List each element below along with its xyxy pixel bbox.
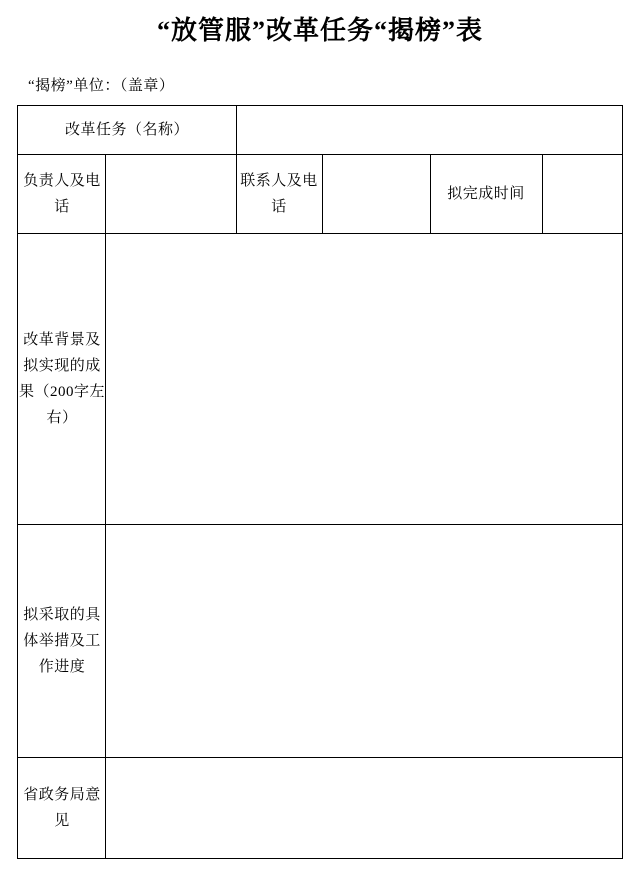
label-contact-phone: 联系人及电话 <box>236 155 322 234</box>
table-row-owner <box>18 155 622 234</box>
table-row-measures <box>18 525 622 758</box>
page-title: “放管服”改革任务“揭榜”表 <box>156 16 483 45</box>
label-background-and-results: 改革背景及拟实现的成果（200字左右） <box>18 234 106 525</box>
reform-task-form-table <box>17 105 622 859</box>
input-owner-phone[interactable] <box>106 155 236 234</box>
label-measures-and-progress: 拟采取的具体举措及工作进度 <box>18 525 106 758</box>
unit-line: “揭榜”单位：（盖章） <box>28 78 175 94</box>
table-row-task-name <box>18 106 622 155</box>
label-owner-phone: 负责人及电话 <box>18 155 106 234</box>
label-task-name: 改革任务（名称） <box>18 106 236 155</box>
table-row-bureau-opinion <box>18 758 622 859</box>
input-bureau-opinion[interactable] <box>106 758 622 859</box>
table-row-background <box>18 234 622 525</box>
document-page <box>0 14 640 870</box>
label-bureau-opinion: 省政务局意见 <box>18 758 106 859</box>
input-planned-completion-time[interactable] <box>542 155 622 234</box>
input-background-and-results[interactable] <box>106 234 622 525</box>
input-measures-and-progress[interactable] <box>106 525 622 758</box>
input-contact-phone[interactable] <box>322 155 430 234</box>
input-task-name[interactable] <box>236 106 622 155</box>
label-planned-completion-time: 拟完成时间 <box>430 155 542 234</box>
